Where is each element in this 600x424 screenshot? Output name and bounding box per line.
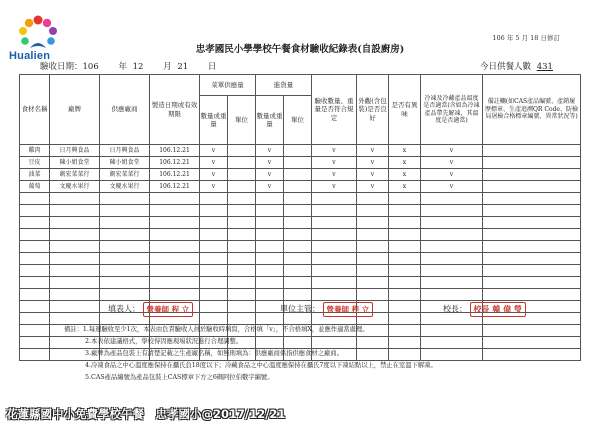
supervisor-stamp: 營養師 程 立 xyxy=(323,302,374,317)
table-cell: v xyxy=(357,157,389,169)
table-cell: 106.12.21 xyxy=(150,181,200,193)
meal-count xyxy=(480,60,553,72)
table-cell xyxy=(284,181,312,193)
table-cell: v xyxy=(200,145,228,157)
table-cell xyxy=(150,265,200,277)
table-cell xyxy=(284,229,312,241)
inspection-table xyxy=(19,74,581,361)
table-cell xyxy=(483,289,581,301)
table-cell xyxy=(20,205,50,217)
table-cell xyxy=(483,253,581,265)
table-cell xyxy=(20,313,50,325)
table-cell xyxy=(483,265,581,277)
table-cell xyxy=(284,265,312,277)
header-frozen: 冷凍及冷藏產品溫度是否適當(含如為冷凍產品帶先解凍，其溫度是否適當) xyxy=(421,75,483,145)
table-cell xyxy=(483,229,581,241)
table-cell xyxy=(20,349,50,361)
table-cell xyxy=(228,169,256,181)
note-2: 2.本表依建議格式，學校得因應現場狀況進行合理調整。 xyxy=(85,338,243,345)
header-plan-unit: 單位 xyxy=(228,96,256,145)
table-cell xyxy=(200,277,228,289)
table-cell: x xyxy=(389,157,421,169)
table-row xyxy=(20,229,581,241)
table-cell xyxy=(389,241,421,253)
table-cell: v xyxy=(200,157,228,169)
table-row xyxy=(20,241,581,253)
table-cell xyxy=(357,217,389,229)
table-cell xyxy=(312,205,357,217)
filler-signature xyxy=(108,302,193,317)
table-cell xyxy=(421,277,483,289)
table-cell: v xyxy=(256,169,284,181)
table-cell xyxy=(20,277,50,289)
header-remarks: 備註欄(如CAS產品編號、產銷履歷標章、生產追溯QR Code、防檢局屠檢合格標章編號、異常狀況等) xyxy=(483,75,581,145)
table-cell xyxy=(150,205,200,217)
table-cell xyxy=(389,205,421,217)
filler-stamp: 營養師 程 立 xyxy=(143,302,194,317)
table-cell xyxy=(20,289,50,301)
table-cell xyxy=(228,145,256,157)
table-cell xyxy=(483,145,581,157)
table-cell: 106.12.21 xyxy=(150,157,200,169)
table-cell: v xyxy=(312,181,357,193)
supervisor-label: 單位主管： xyxy=(280,304,320,314)
table-cell xyxy=(389,265,421,277)
table-cell: v xyxy=(312,169,357,181)
date-day: 月 21 xyxy=(163,62,189,72)
table-cell xyxy=(20,193,50,205)
table-cell xyxy=(389,253,421,265)
table-cell xyxy=(256,241,284,253)
table-cell: 106.12.21 xyxy=(150,169,200,181)
table-cell xyxy=(256,253,284,265)
table-cell xyxy=(228,265,256,277)
table-cell: v xyxy=(312,157,357,169)
table-cell xyxy=(100,241,150,253)
table-cell: v xyxy=(421,169,483,181)
table-cell xyxy=(228,193,256,205)
table-cell xyxy=(100,289,150,301)
table-cell: x xyxy=(389,145,421,157)
principal-label: 校長： xyxy=(443,304,467,314)
table-cell xyxy=(150,217,200,229)
table-cell xyxy=(483,157,581,169)
table-cell xyxy=(483,181,581,193)
table-cell xyxy=(100,229,150,241)
note-5: 5.CAS產品編號為產品包裝上CAS標章下方之6碼阿拉伯數字編號。 xyxy=(85,374,274,381)
table-cell xyxy=(200,193,228,205)
table-cell xyxy=(256,205,284,217)
table-cell xyxy=(50,193,100,205)
table-cell xyxy=(284,193,312,205)
note-3: 3.廠牌為產品包裝上有清楚記載之生產廠名稱，如無則填為：供應廠商係指供應食材之廠商。 xyxy=(85,350,343,357)
table-cell xyxy=(256,193,284,205)
table-cell xyxy=(20,337,50,349)
table-cell xyxy=(228,217,256,229)
table-cell xyxy=(312,253,357,265)
table-cell xyxy=(389,229,421,241)
header-recv-qty: 數量或重量 xyxy=(256,96,284,145)
footer-watermark: 花蓮縣國中小免費學校午餐 忠孝國小@2017/12/21 xyxy=(6,407,286,421)
table-cell: 油菜 xyxy=(20,169,50,181)
table-cell: v xyxy=(357,169,389,181)
table-row xyxy=(20,253,581,265)
table-cell xyxy=(228,289,256,301)
table-row xyxy=(20,289,581,301)
table-cell xyxy=(284,157,312,169)
table-cell xyxy=(312,277,357,289)
table-cell xyxy=(200,289,228,301)
table-cell: v xyxy=(357,145,389,157)
table-cell: 日月興食品 xyxy=(50,145,100,157)
table-cell: v xyxy=(357,181,389,193)
table-cell xyxy=(50,301,100,313)
table-cell xyxy=(357,253,389,265)
table-cell xyxy=(483,193,581,205)
filler-label: 填表人： xyxy=(108,304,140,314)
header-check-qty: 驗收數量、重量是否符合規定 xyxy=(312,75,357,145)
header-food-name: 食材名稱 xyxy=(20,75,50,145)
table-cell xyxy=(421,265,483,277)
table-cell: v xyxy=(200,169,228,181)
table-cell xyxy=(284,145,312,157)
table-cell: 文慶水果行 xyxy=(100,181,150,193)
table-row xyxy=(20,145,581,157)
table-cell xyxy=(150,193,200,205)
table-cell: v xyxy=(256,145,284,157)
table-cell xyxy=(357,241,389,253)
notes xyxy=(64,324,584,384)
table-cell xyxy=(200,265,228,277)
table-cell xyxy=(357,277,389,289)
table-cell xyxy=(20,265,50,277)
table-cell xyxy=(100,253,150,265)
principal-signature xyxy=(443,302,526,317)
table-cell xyxy=(150,229,200,241)
table-cell xyxy=(50,229,100,241)
table-cell xyxy=(357,289,389,301)
revision-date: 106 年 5 月 18 日修訂 xyxy=(492,34,560,42)
table-cell xyxy=(50,289,100,301)
table-cell xyxy=(483,217,581,229)
table-cell xyxy=(389,289,421,301)
table-cell xyxy=(100,193,150,205)
table-cell: 陳小姐食堂 xyxy=(100,157,150,169)
header-recv-group: 進貨量 xyxy=(256,75,312,96)
table-cell xyxy=(228,241,256,253)
table-cell xyxy=(483,205,581,217)
table-cell xyxy=(389,277,421,289)
table-cell xyxy=(228,301,256,313)
table-row xyxy=(20,205,581,217)
table-cell xyxy=(421,217,483,229)
table-cell xyxy=(284,289,312,301)
table-cell xyxy=(483,241,581,253)
table-cell xyxy=(389,313,421,325)
table-cell xyxy=(228,277,256,289)
table-cell xyxy=(200,241,228,253)
note-4: 4.冷凍食品之中心溫度應保持在攝氏負18度以下；冷藏食品之中心溫度應保持在攝氏7度以下凍結點以上，禁止在室溫下解凍。 xyxy=(85,362,437,369)
table-cell: v xyxy=(421,181,483,193)
table-cell xyxy=(200,313,228,325)
table-cell xyxy=(200,301,228,313)
table-cell xyxy=(284,205,312,217)
table-cell xyxy=(256,217,284,229)
table-row xyxy=(20,265,581,277)
page-title: 忠孝國民小學學校午餐食材驗收紀錄表(自設廚房) xyxy=(195,44,405,55)
table-cell: v xyxy=(256,181,284,193)
table-cell xyxy=(421,229,483,241)
table-cell: v xyxy=(256,157,284,169)
table-row xyxy=(20,157,581,169)
table-cell: 106.12.21 xyxy=(150,145,200,157)
header-package: 外觀(含包裝)是否良好 xyxy=(357,75,389,145)
inspection-date xyxy=(40,60,230,72)
table-cell xyxy=(150,289,200,301)
table-cell xyxy=(50,265,100,277)
table-cell: 葡萄 xyxy=(20,181,50,193)
table-cell xyxy=(421,241,483,253)
table-cell xyxy=(284,277,312,289)
table-cell xyxy=(20,301,50,313)
meal-count-label: 今日供餐人數 xyxy=(480,62,532,72)
table-cell xyxy=(20,217,50,229)
table-cell xyxy=(20,325,50,337)
table-cell xyxy=(50,277,100,289)
table-cell xyxy=(150,253,200,265)
table-cell xyxy=(228,181,256,193)
header-plan-qty: 數量或重量 xyxy=(200,96,228,145)
date-label: 驗收日期：106 xyxy=(40,62,99,72)
table-cell xyxy=(100,205,150,217)
table-cell xyxy=(20,253,50,265)
table-cell xyxy=(228,313,256,325)
date-suffix: 日 xyxy=(207,62,217,72)
table-cell xyxy=(312,217,357,229)
table-cell: x xyxy=(389,181,421,193)
table-cell xyxy=(228,229,256,241)
table-cell xyxy=(357,205,389,217)
table-cell xyxy=(20,229,50,241)
table-row xyxy=(20,277,581,289)
table-cell: 劍宏菜菜行 xyxy=(50,169,100,181)
table-cell: 雞肉 xyxy=(20,145,50,157)
table-cell xyxy=(256,229,284,241)
table-cell xyxy=(228,253,256,265)
table-row xyxy=(20,169,581,181)
table-cell xyxy=(284,241,312,253)
table-cell xyxy=(284,253,312,265)
table-cell xyxy=(421,289,483,301)
header-recv-unit: 單位 xyxy=(284,96,312,145)
table-cell xyxy=(256,277,284,289)
table-cell: v xyxy=(312,145,357,157)
table-cell xyxy=(357,229,389,241)
table-cell xyxy=(421,205,483,217)
table-cell xyxy=(312,193,357,205)
table-cell xyxy=(421,253,483,265)
table-cell xyxy=(150,241,200,253)
table-cell xyxy=(284,217,312,229)
table-cell: x xyxy=(389,169,421,181)
table-row xyxy=(20,217,581,229)
table-cell xyxy=(389,193,421,205)
table-cell xyxy=(50,217,100,229)
principal-stamp: 校長 韓 偉 瑩 xyxy=(470,302,526,317)
table-row xyxy=(20,193,581,205)
table-cell xyxy=(50,313,100,325)
table-cell: v xyxy=(421,145,483,157)
table-cell xyxy=(483,169,581,181)
date-month: 年 12 xyxy=(118,62,144,72)
table-cell xyxy=(100,265,150,277)
table-cell: 劍宏菜菜行 xyxy=(100,169,150,181)
supervisor-signature xyxy=(280,302,373,317)
table-row xyxy=(20,181,581,193)
header-supplier: 供應廠商 xyxy=(100,75,150,145)
meal-count-value: 431 xyxy=(536,62,553,72)
table-cell xyxy=(421,193,483,205)
table-cell xyxy=(312,241,357,253)
table-cell xyxy=(389,217,421,229)
header-brand: 廠牌 xyxy=(50,75,100,145)
table-cell: v xyxy=(421,157,483,169)
note-1: 備註：1.每週驗收至少1次，本表由負責驗收人員於驗收時填寫，合格填「v」，不合格填X，並應作適當處理。 xyxy=(64,326,369,333)
table-cell xyxy=(50,253,100,265)
table-cell xyxy=(200,205,228,217)
logo-text: Hualien xyxy=(9,50,51,62)
header-mfg-date: 製造日期或有效期限 xyxy=(150,75,200,145)
table-cell xyxy=(200,253,228,265)
table-cell xyxy=(284,169,312,181)
table-cell xyxy=(100,277,150,289)
table-cell xyxy=(228,205,256,217)
table-cell xyxy=(312,289,357,301)
table-cell xyxy=(200,229,228,241)
table-cell: v xyxy=(200,181,228,193)
table-cell xyxy=(357,193,389,205)
table-cell xyxy=(150,277,200,289)
table-cell xyxy=(357,265,389,277)
header-plan-group: 菜單供應量 xyxy=(200,75,256,96)
table-cell xyxy=(256,289,284,301)
table-cell xyxy=(50,241,100,253)
table-cell xyxy=(200,217,228,229)
table-cell: 豆皮 xyxy=(20,157,50,169)
table-cell xyxy=(312,229,357,241)
table-cell xyxy=(256,265,284,277)
table-cell: 日月興食品 xyxy=(100,145,150,157)
header-abnormal: 是否有異味 xyxy=(389,75,421,145)
table-cell xyxy=(50,205,100,217)
table-cell xyxy=(312,265,357,277)
table-cell xyxy=(20,241,50,253)
table-cell: 陳小姐食堂 xyxy=(50,157,100,169)
table-cell xyxy=(483,277,581,289)
table-cell xyxy=(228,157,256,169)
table-cell xyxy=(389,301,421,313)
table-cell xyxy=(100,217,150,229)
table-cell: 文慶水果行 xyxy=(50,181,100,193)
